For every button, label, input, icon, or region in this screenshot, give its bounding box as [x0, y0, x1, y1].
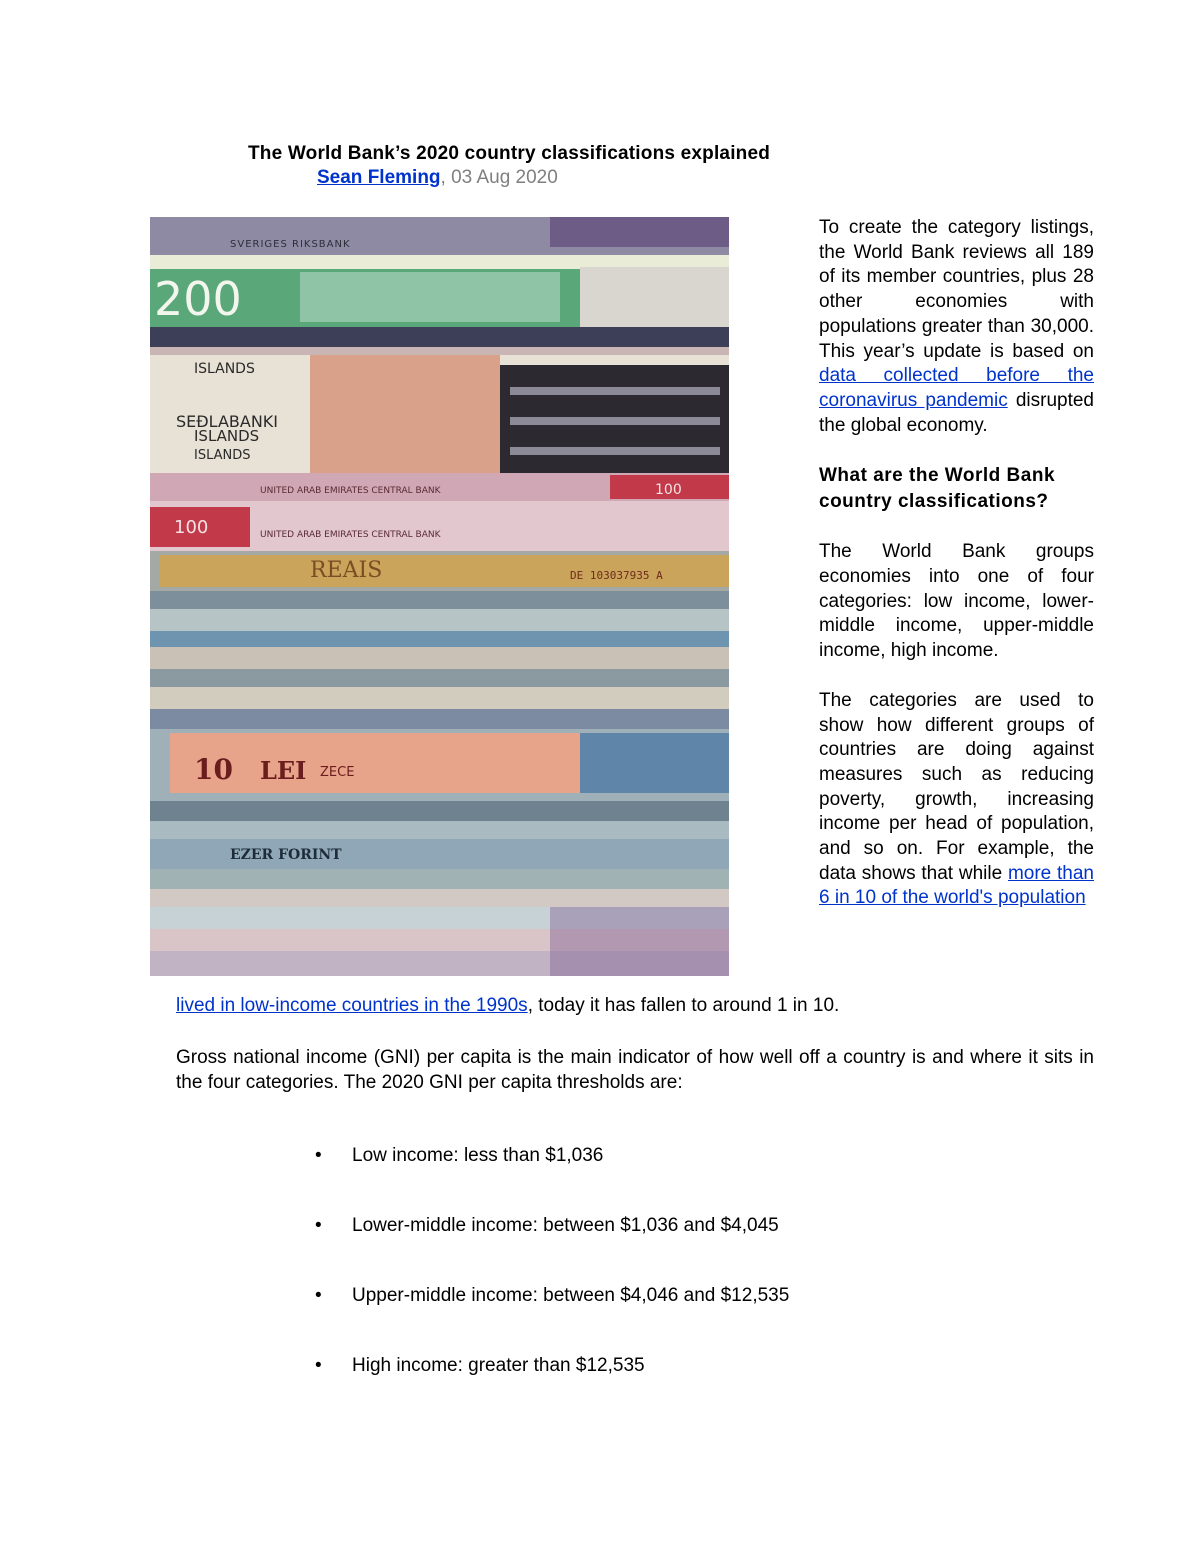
thresholds-list: [315, 1143, 789, 1423]
note-text: ISLANDS: [194, 448, 251, 463]
article-title: The World Bank’s 2020 country classifications explained: [248, 143, 771, 164]
right-column: [819, 216, 1094, 911]
list-item: • Low income: less than $1,036: [315, 1143, 789, 1213]
byline: [317, 166, 558, 190]
note-text: REAIS: [310, 558, 383, 583]
section-heading: What are the World Bank country classifications?: [819, 465, 1056, 513]
publish-date: 03 Aug 2020: [445, 167, 558, 188]
note-text: ISLANDS: [194, 427, 260, 445]
note-text: UNITED ARAB EMIRATES CENTRAL BANK: [260, 530, 441, 540]
note-text: ISLANDS: [194, 361, 255, 377]
note-text: DE 103037935 A: [570, 569, 663, 582]
usage-paragraph-continued: lived in low-income countries in the 1990s, today it has fallen to around 1 in 10.: [176, 995, 840, 1016]
usage-paragraph: The categories are used to show how different groups of countries are doing against measures such as reducing poverty, growth, increasing income per head of population, and so on. For example, the data shows that while more than 6 in 10 of the world's population: [819, 689, 1094, 909]
list-item: • Lower-middle income: between $1,036 and $4,045: [315, 1213, 789, 1283]
population-link-part2[interactable]: lived in low-income countries in the 1990s: [176, 995, 528, 1016]
note-text: LEI: [260, 756, 307, 785]
note-text: 100: [655, 482, 682, 498]
intro-paragraph: To create the category listings, the World Bank reviews all 189 of its member countries, plus 28 other economies with populations greater than 30,000. This year’s update is based on data collected before the coronavirus pandemic disrupted the global economy.: [819, 217, 1094, 436]
data-collected-link[interactable]: data collected before the coronavirus pandemic: [819, 365, 1094, 411]
byline-separator: ,: [440, 167, 446, 188]
note-text: SEÐLABANKI: [176, 412, 278, 431]
note-text: ZECE: [320, 765, 355, 780]
note-text: 100: [174, 517, 209, 538]
banknotes-photo: [150, 217, 729, 976]
gni-paragraph: Gross national income (GNI) per capita is the main indicator of how well off a country is and where it sits in the four categories. The 2020 GNI per capita thresholds are:: [176, 1047, 1094, 1093]
note-text: SVERIGES RIKSBANK: [230, 239, 351, 250]
categories-paragraph: The World Bank groups economies into one of four categories: low income, lower-middle income, upper-middle income, high income.: [819, 541, 1094, 662]
note-text: 10: [194, 753, 233, 786]
note-text: EZER FORINT: [230, 847, 342, 863]
note-text: 200: [154, 272, 242, 326]
list-item: • High income: greater than $12,535: [315, 1353, 789, 1423]
note-text: UNITED ARAB EMIRATES CENTRAL BANK: [260, 486, 441, 496]
author-link[interactable]: Sean Fleming: [317, 167, 441, 188]
population-link-part1[interactable]: more than 6 in 10 of the world's population: [819, 862, 1094, 909]
list-item: • Upper-middle income: between $4,046 and $12,535: [315, 1283, 789, 1353]
